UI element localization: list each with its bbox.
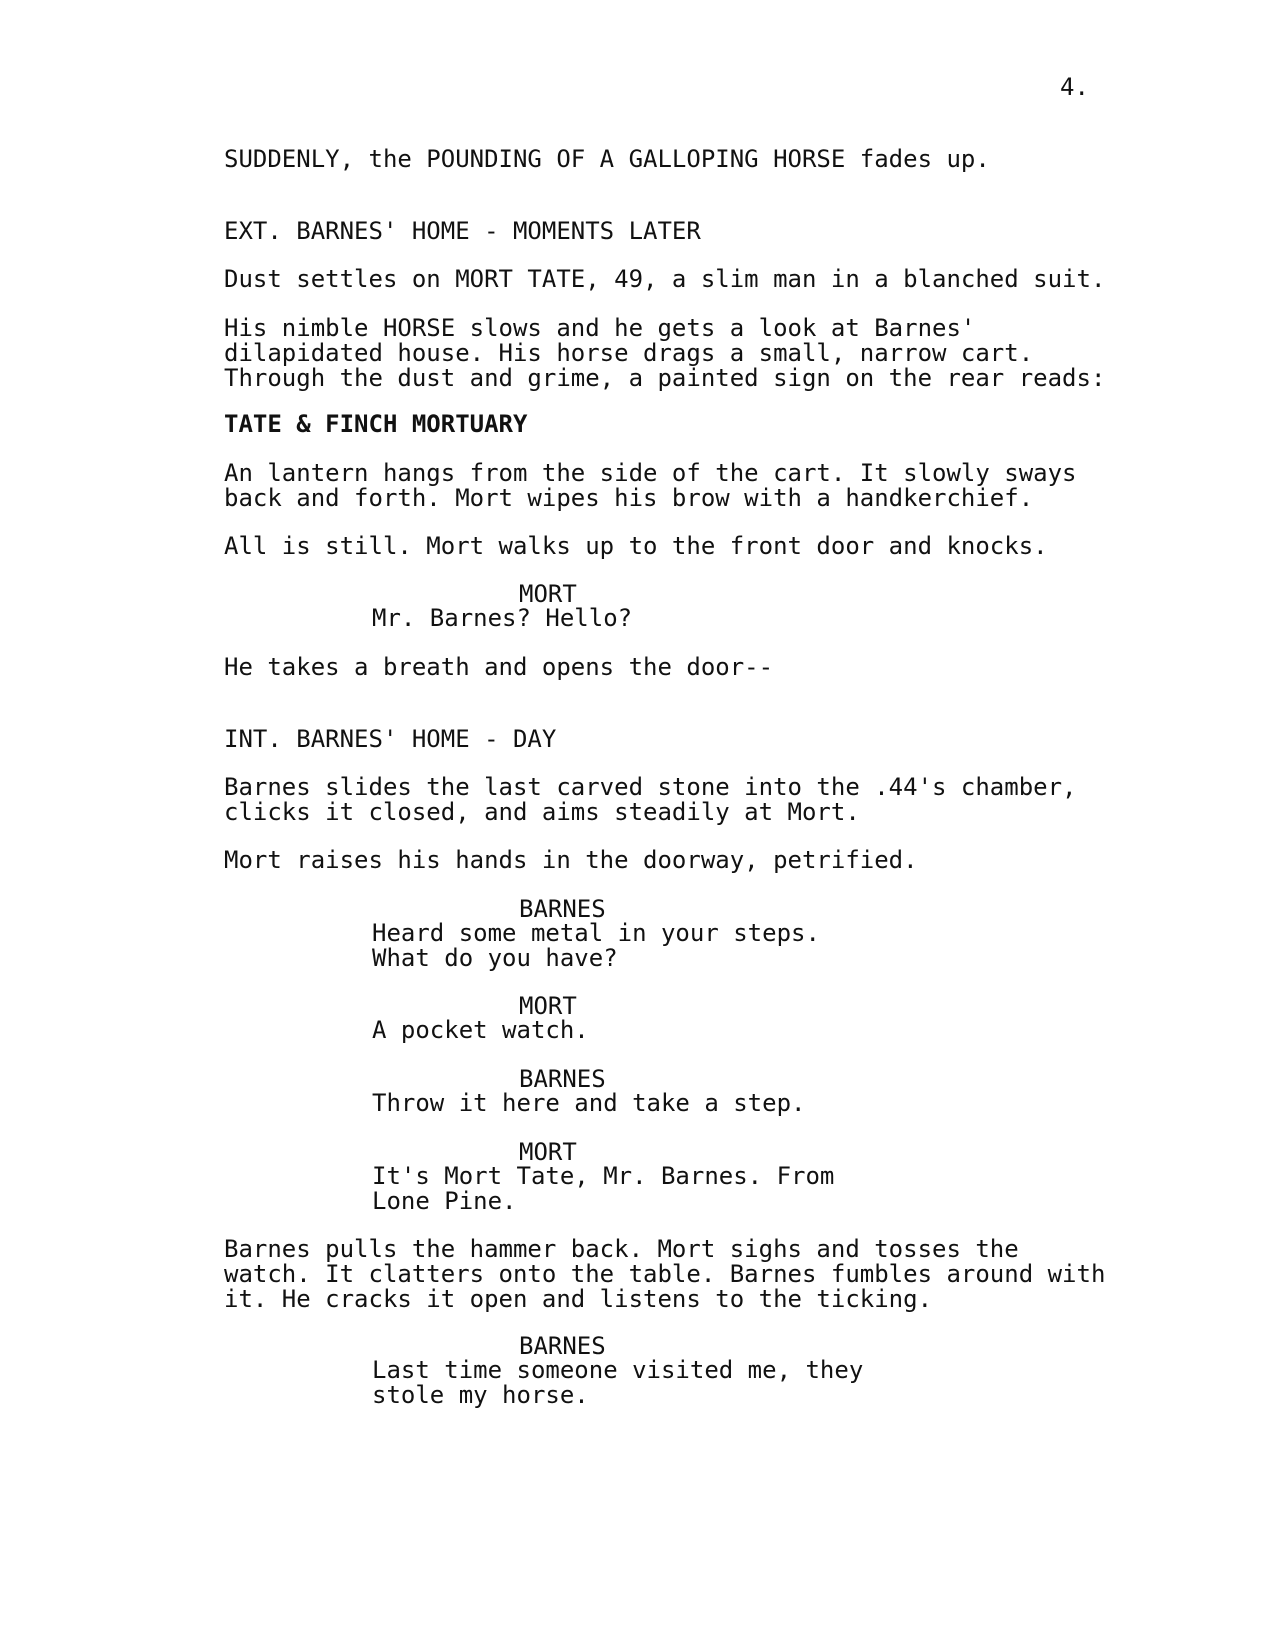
action-lantern: An lantern hangs from the side of the cart. It slowly sways back and forth. Mort wipes his brow with a handkerchief. xyxy=(224,459,1077,512)
action-barnes-slides: Barnes slides the last carved stone into the .44's chamber, clicks it closed, and aims steadily at Mort. xyxy=(224,773,1077,826)
character-cue: MORT xyxy=(519,1138,577,1166)
character-cue: MORT xyxy=(519,992,577,1020)
character-cue: MORT xyxy=(519,580,577,608)
character-cue: BARNES xyxy=(519,1065,606,1093)
dialogue: Mr. Barnes? Hello? xyxy=(372,604,633,632)
action-opens-door: He takes a breath and opens the door-- xyxy=(224,653,774,681)
scene-heading-ext-barnes-home: EXT. BARNES' HOME - MOMENTS LATER xyxy=(224,217,701,245)
character-cue: BARNES xyxy=(519,895,606,923)
action-suddenly: SUDDENLY, the POUNDING OF A GALLOPING HORSE fades up. xyxy=(224,145,990,173)
character-cue: BARNES xyxy=(519,1332,606,1360)
action-all-is-still: All is still. Mort walks up to the front door and knocks. xyxy=(224,532,1048,560)
sign-text: TATE & FINCH MORTUARY xyxy=(224,410,528,438)
scene-heading-int-barnes-home: INT. BARNES' HOME - DAY xyxy=(224,725,557,753)
action-mort-raises-hands: Mort raises his hands in the doorway, petrified. xyxy=(224,846,918,874)
dialogue: Last time someone visited me, they stole my horse. xyxy=(372,1356,864,1409)
action-nimble-horse: His nimble HORSE slows and he gets a look at Barnes' dilapidated house. His horse drags a small, narrow cart. Through the dust and grime, a painted sign on the rear reads: xyxy=(224,314,1106,392)
action-dust-settles: Dust settles on MORT TATE, 49, a slim man in a blanched suit. xyxy=(224,265,1106,293)
dialogue: Throw it here and take a step. xyxy=(372,1089,806,1117)
dialogue: A pocket watch. xyxy=(372,1016,589,1044)
dialogue: It's Mort Tate, Mr. Barnes. From Lone Pine. xyxy=(372,1162,835,1215)
dialogue: Heard some metal in your steps. What do you have? xyxy=(372,919,820,972)
action-hammer-back: Barnes pulls the hammer back. Mort sighs and tosses the watch. It clatters onto the table. Barnes fumbles around with it. He cracks it open and listens to the ticking. xyxy=(224,1235,1106,1313)
page-number: 4. xyxy=(1060,73,1089,101)
